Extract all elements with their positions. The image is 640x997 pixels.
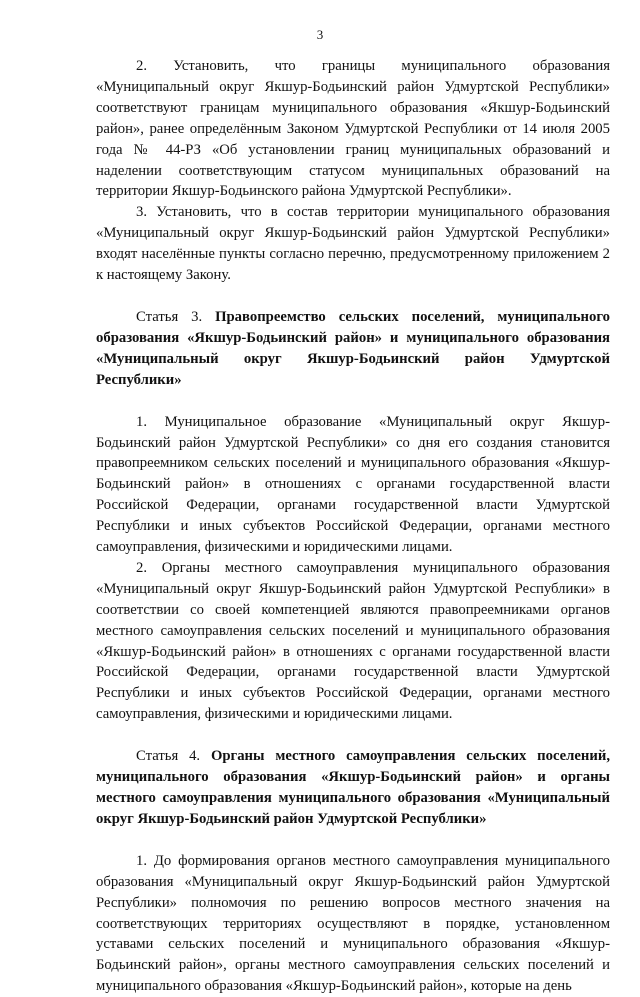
article-4-title: Органы местного самоуправления сельских поселений, муниципального образования «Якшур-Бодьинский район» и органы местного самоуправления муниципального образования «Муниципальный округ Якшур-Бодьинский район Удмуртской Республики» xyxy=(96,748,610,827)
spacer xyxy=(96,391,610,412)
spacer xyxy=(96,725,610,746)
spacer xyxy=(96,286,610,307)
document-body xyxy=(96,56,610,997)
article-3-label: Статья 3. xyxy=(136,308,203,325)
article-3-title: Правопреемство сельских поселений, муниципального образования «Якшур-Бодьинский район» и муниципального образования «Муниципальный округ Якшур-Бодьинский район Удмуртской Республики» xyxy=(96,308,610,388)
paragraph-2-3: 3. Установить, что в состав территории муниципального образования «Муниципальный округ Якшур-Бодьинский район Удмуртской Республики» входят населённые пункты согласно перечню, предусмотренному приложением 2 к настоящему Закону. xyxy=(96,204,610,284)
spacer xyxy=(96,830,610,851)
article-4-heading xyxy=(96,746,610,830)
page-number: 3 xyxy=(316,27,324,42)
article-3-paragraph-2: 2. Органы местного самоуправления муниципального образования «Муниципальный округ Якшур-Бодьинский район Удмуртской Республики» в соответствии со своей компетенцией являются правопреемниками органов местного самоуправления сельских поселений и муниципального образования «Якшур-Бодьинский район» в отношениях с органами государственной власти Российской Федерации, органами государственной власти Удмуртской Республики и иных субъектов Российской Федерации, органами местного самоуправления, физическими и юридическими лицами. xyxy=(96,559,610,723)
article-3-heading xyxy=(96,307,610,391)
article-4-paragraph-1: 1. До формирования органов местного самоуправления муниципального образования «Муниципальный округ Якшур-Бодьинский район Удмуртской Республики» полномочия по решению вопросов местного значения на соответствующих территориях осуществляют в порядке, установленном уставами сельских поселений и муниципального образования «Якшур-Бодьинский район», органы местного самоуправления сельских поселений и муниципального образования «Якшур-Бодьинский район», которые на день xyxy=(96,852,610,995)
article-4-label: Статья 4. xyxy=(136,748,201,765)
paragraph-2-2: 2. Установить, что границы муниципального образования «Муниципальный округ Якшур-Бодьинский район Удмуртской Республики» соответствуют границам муниципального образования «Якшур-Бодьинский район», ранее определённым Законом Удмуртской Республики от 14 июля 2005 года № 44-РЗ «Об установлении границ муниципальных образований и наделении соответствующим статусом муниципальных образований на территории Якшур-Бодьинского района Удмуртской Республики». xyxy=(96,58,610,200)
article-3-paragraph-1: 1. Муниципальное образование «Муниципальный округ Якшур-Бодьинский район Удмуртской Республики» со дня его создания становится правопреемником сельских поселений и муниципального образования «Якшур-Бодьинский район» в отношениях с органами государственной власти Российской Федерации, органами государственной власти Удмуртской Республики и иных субъектов Российской Федерации, органами местного самоуправления, физическими и юридическими лицами. xyxy=(96,413,610,556)
